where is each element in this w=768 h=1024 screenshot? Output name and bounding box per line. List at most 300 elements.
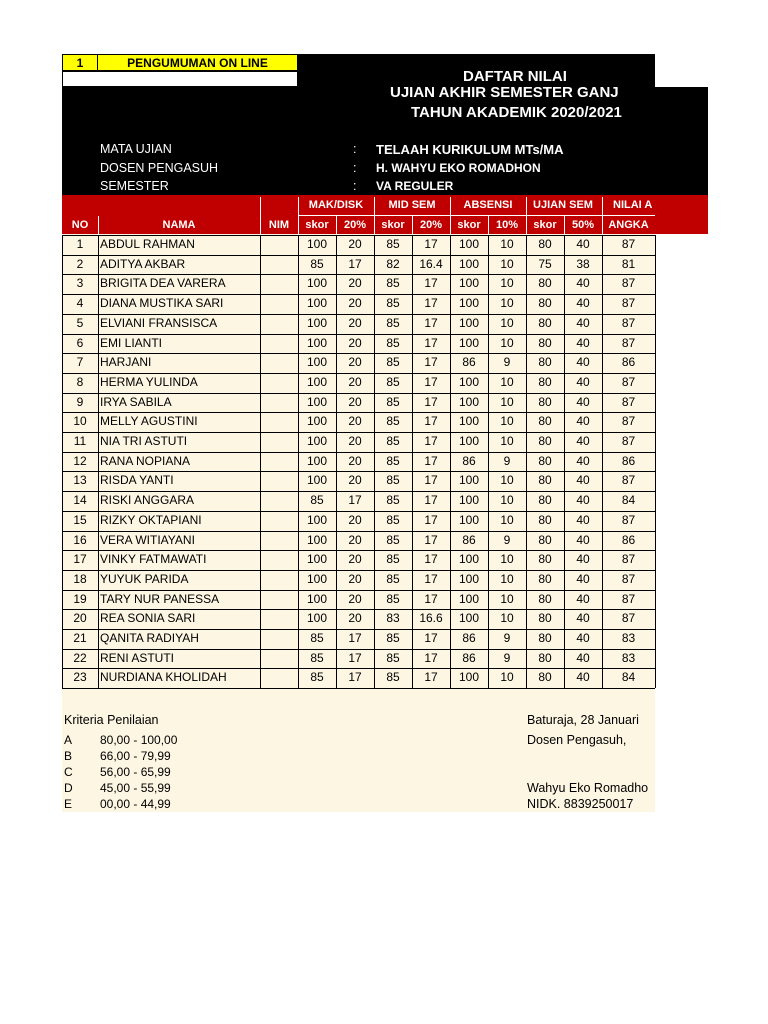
score-cell: 10 — [500, 296, 514, 311]
score-cell: 10 — [500, 394, 514, 409]
signature-place-date: Baturaja, 28 Januari — [527, 713, 639, 727]
score-cell: 80 — [538, 532, 552, 547]
grid-line — [298, 235, 299, 688]
score-cell: 20 — [348, 571, 362, 586]
score-cell: 10 — [500, 611, 514, 626]
criteria-range: 80,00 - 100,00 — [100, 733, 178, 747]
row-number: 22 — [73, 650, 87, 665]
header-divider — [488, 216, 489, 234]
score-cell: 17 — [424, 571, 438, 586]
score-cell: 87 — [621, 296, 636, 311]
score-cell: 17 — [424, 374, 438, 389]
score-cell: 100 — [306, 532, 328, 547]
info-sep-course: : — [353, 142, 357, 156]
score-cell: 85 — [386, 631, 400, 645]
student-name: MELLY AGUSTINI — [100, 414, 198, 429]
grid-line — [62, 412, 655, 413]
score-cell: 40 — [576, 591, 590, 606]
score-cell: 80 — [538, 237, 552, 251]
header-sub-8: ANGKA — [608, 219, 649, 231]
score-cell: 87 — [621, 571, 636, 586]
header-divider — [336, 216, 337, 234]
score-cell: 10 — [500, 512, 514, 527]
score-cell: 80 — [538, 374, 552, 389]
score-cell: 20 — [348, 237, 362, 251]
score-cell: 100 — [306, 296, 328, 311]
score-cell: 80 — [538, 335, 552, 350]
score-cell: 100 — [458, 315, 480, 330]
score-cell: 20 — [348, 552, 362, 567]
score-cell: 85 — [386, 512, 400, 527]
score-cell: 100 — [458, 670, 480, 685]
score-cell: 17 — [424, 296, 438, 311]
student-name: BRIGITA DEA VARERA — [100, 276, 226, 291]
score-cell: 85 — [386, 552, 400, 567]
student-name: HERMA YULINDA — [100, 374, 198, 389]
score-cell: 85 — [310, 256, 324, 271]
score-cell: 100 — [458, 552, 480, 567]
score-cell: 10 — [500, 571, 514, 586]
score-cell: 100 — [306, 473, 328, 488]
row-number: 23 — [73, 670, 87, 685]
score-cell: 80 — [538, 296, 552, 311]
score-cell: 17 — [348, 670, 362, 685]
grid-line — [62, 531, 655, 532]
score-cell: 87 — [621, 237, 636, 251]
header-sub-2: skor — [381, 219, 405, 231]
header-nama: NAMA — [162, 219, 196, 231]
score-cell: 100 — [458, 611, 480, 626]
grid-line — [98, 235, 99, 688]
student-name: RISDA YANTI — [100, 473, 174, 488]
criteria-grade: A — [64, 733, 73, 747]
score-cell: 100 — [458, 414, 480, 429]
score-cell: 100 — [458, 571, 480, 586]
score-cell: 85 — [386, 237, 400, 251]
score-cell: 87 — [621, 611, 636, 626]
grid-line — [450, 235, 451, 688]
score-cell: 80 — [538, 453, 552, 468]
criteria-range: 56,00 - 65,99 — [100, 765, 171, 779]
grid-line — [62, 235, 63, 688]
info-label-course: MATA UJIAN — [100, 142, 172, 156]
grid-line — [62, 452, 655, 453]
score-cell: 87 — [621, 552, 636, 567]
header-divider — [564, 216, 565, 234]
criteria-range: 66,00 - 79,99 — [100, 749, 171, 763]
student-name: TARY NUR PANESSA — [100, 591, 220, 606]
score-cell: 87 — [621, 512, 636, 527]
score-cell: 87 — [621, 335, 636, 350]
info-value-semester: VA REGULER — [376, 179, 454, 193]
student-name: NURDIANA KHOLIDAH — [100, 670, 227, 685]
score-cell: 17 — [424, 670, 438, 685]
score-cell: 10 — [500, 473, 514, 488]
score-cell: 17 — [424, 512, 438, 527]
score-cell: 20 — [348, 315, 362, 330]
grid-line — [336, 235, 337, 688]
student-name: RENI ASTUTI — [100, 650, 175, 665]
score-cell: 40 — [576, 276, 590, 291]
score-cell: 80 — [538, 434, 552, 448]
grid-line — [526, 235, 527, 688]
row-number: 3 — [76, 276, 84, 291]
student-name: RIZKY OKTAPIANI — [100, 512, 202, 527]
student-name: VERA WITIAYANI — [100, 532, 195, 547]
score-cell: 80 — [538, 394, 552, 409]
student-name: ELVIANI FRANSISCA — [100, 315, 218, 330]
score-cell: 10 — [500, 276, 514, 291]
title-line-3: TAHUN AKADEMIK 2020/2021 — [411, 104, 622, 121]
score-cell: 80 — [538, 552, 552, 567]
header-no: NO — [71, 219, 89, 231]
student-name: ADITYA AKBAR — [100, 256, 186, 271]
header-sub-3: 20% — [419, 219, 443, 231]
info-value-lecturer: H. WAHYU EKO ROMADHON — [376, 161, 541, 175]
score-cell: 86 — [462, 453, 476, 468]
score-cell: 85 — [386, 591, 400, 606]
criteria-title: Kriteria Penilaian — [64, 713, 159, 727]
row-number: 9 — [76, 394, 84, 409]
score-cell: 100 — [306, 237, 328, 251]
score-cell: 100 — [458, 473, 480, 488]
score-cell: 9 — [503, 453, 511, 468]
grid-line — [62, 570, 655, 571]
grid-line — [62, 373, 655, 374]
student-name: ABDUL RAHMAN — [100, 237, 195, 251]
student-name: YUYUK PARIDA — [100, 571, 189, 586]
score-cell: 20 — [348, 276, 362, 291]
score-cell: 80 — [538, 355, 552, 370]
row-number: 10 — [73, 414, 87, 429]
header-nim: NIM — [268, 219, 290, 231]
header-divider — [260, 197, 261, 234]
score-cell: 86 — [462, 355, 476, 370]
score-cell: 87 — [621, 374, 636, 389]
row-number: 18 — [73, 571, 87, 586]
score-cell: 20 — [348, 532, 362, 547]
score-cell: 85 — [386, 473, 400, 488]
score-cell: 100 — [306, 571, 328, 586]
score-cell: 20 — [348, 434, 362, 448]
score-cell: 80 — [538, 414, 552, 429]
grid-line — [62, 550, 655, 551]
score-cell: 17 — [424, 453, 438, 468]
grid-line — [62, 274, 655, 275]
score-cell: 20 — [348, 355, 362, 370]
score-cell: 9 — [503, 650, 511, 665]
score-cell: 17 — [424, 552, 438, 567]
score-cell: 87 — [621, 473, 636, 488]
score-cell: 9 — [503, 355, 511, 370]
score-cell: 85 — [386, 453, 400, 468]
score-cell: 85 — [386, 532, 400, 547]
score-cell: 87 — [621, 591, 636, 606]
tag-number: 1 — [62, 54, 98, 71]
row-number: 11 — [73, 434, 87, 448]
score-cell: 20 — [348, 453, 362, 468]
score-cell: 20 — [348, 414, 362, 429]
score-cell: 100 — [306, 315, 328, 330]
score-cell: 86 — [621, 453, 636, 468]
info-sep-lecturer: : — [353, 161, 357, 175]
score-cell: 10 — [500, 434, 514, 448]
score-cell: 17 — [348, 631, 362, 645]
header-sub-0: skor — [305, 219, 329, 231]
row-number: 21 — [73, 631, 87, 645]
score-cell: 40 — [576, 493, 590, 508]
grid-line — [62, 688, 655, 689]
score-cell: 80 — [538, 611, 552, 626]
student-name: IRYA SABILA — [100, 394, 172, 409]
score-cell: 10 — [500, 315, 514, 330]
grid-line — [62, 235, 655, 236]
score-cell: 17 — [424, 335, 438, 350]
grid-line — [62, 471, 655, 472]
score-cell: 100 — [306, 374, 328, 389]
score-cell: 40 — [576, 650, 590, 665]
row-number: 4 — [76, 296, 84, 311]
score-cell: 100 — [306, 394, 328, 409]
grid-line — [62, 668, 655, 669]
student-name: REA SONIA SARI — [100, 611, 196, 626]
score-cell: 85 — [386, 670, 400, 685]
student-name: VINKY FATMAWATI — [100, 552, 207, 567]
grid-line — [374, 235, 375, 688]
row-number: 2 — [76, 256, 84, 271]
score-cell: 100 — [306, 552, 328, 567]
score-cell: 100 — [306, 335, 328, 350]
criteria-grade: C — [64, 765, 73, 779]
row-number: 20 — [73, 611, 87, 626]
score-cell: 100 — [306, 434, 328, 448]
row-number: 5 — [76, 315, 84, 330]
row-number: 6 — [76, 335, 84, 350]
score-cell: 87 — [621, 394, 636, 409]
score-cell: 40 — [576, 335, 590, 350]
title-line-2: UJIAN AKHIR SEMESTER GANJ — [390, 84, 619, 101]
title-line-1: DAFTAR NILAI — [463, 68, 567, 85]
row-number: 1 — [76, 237, 84, 251]
student-name: NIA TRI ASTUTI — [100, 434, 188, 448]
score-cell: 40 — [576, 670, 590, 685]
score-cell: 17 — [424, 434, 438, 448]
score-cell: 85 — [310, 631, 324, 645]
score-cell: 100 — [458, 394, 480, 409]
grid-line — [62, 334, 655, 335]
score-cell: 38 — [576, 256, 590, 271]
score-cell: 10 — [500, 256, 514, 271]
score-cell: 87 — [621, 315, 636, 330]
score-cell: 17 — [424, 355, 438, 370]
score-cell: 80 — [538, 315, 552, 330]
score-cell: 84 — [621, 670, 636, 685]
score-cell: 85 — [310, 650, 324, 665]
score-cell: 85 — [386, 374, 400, 389]
score-cell: 10 — [500, 374, 514, 389]
score-cell: 17 — [424, 591, 438, 606]
score-cell: 10 — [500, 237, 514, 251]
score-cell: 40 — [576, 355, 590, 370]
score-cell: 83 — [386, 611, 400, 626]
score-cell: 9 — [503, 532, 511, 547]
score-cell: 85 — [386, 335, 400, 350]
score-cell: 17 — [424, 473, 438, 488]
score-cell: 100 — [458, 276, 480, 291]
score-cell: 81 — [621, 256, 636, 271]
score-cell: 85 — [386, 276, 400, 291]
criteria-grade: D — [64, 781, 73, 795]
criteria-grade: B — [64, 749, 73, 763]
grid-line — [62, 511, 655, 512]
score-cell: 85 — [386, 571, 400, 586]
score-cell: 20 — [348, 473, 362, 488]
score-cell: 100 — [458, 237, 480, 251]
score-cell: 100 — [458, 512, 480, 527]
score-cell: 10 — [500, 335, 514, 350]
row-number: 15 — [73, 512, 87, 527]
score-cell: 10 — [500, 670, 514, 685]
score-cell: 40 — [576, 374, 590, 389]
score-cell: 40 — [576, 315, 590, 330]
grid-line — [62, 629, 655, 630]
grid-line — [412, 235, 413, 688]
row-number: 13 — [73, 473, 87, 488]
score-cell: 17 — [348, 650, 362, 665]
score-cell: 86 — [462, 532, 476, 547]
grid-line — [602, 235, 603, 688]
score-cell: 20 — [348, 611, 362, 626]
student-name: RISKI ANGGARA — [100, 493, 195, 508]
row-number: 8 — [76, 374, 84, 389]
row-number: 7 — [76, 355, 84, 370]
score-cell: 83 — [621, 631, 636, 645]
score-cell: 17 — [424, 532, 438, 547]
header-group-midsem: MID SEM — [388, 199, 436, 211]
score-cell: 20 — [348, 335, 362, 350]
score-cell: 40 — [576, 434, 590, 448]
score-cell: 17 — [424, 414, 438, 429]
criteria-range: 45,00 - 55,99 — [100, 781, 171, 795]
score-cell: 75 — [538, 256, 552, 271]
score-cell: 80 — [538, 670, 552, 685]
score-cell: 80 — [538, 591, 552, 606]
score-cell: 40 — [576, 611, 590, 626]
score-cell: 80 — [538, 276, 552, 291]
header-group-makdisk: MAK/DISK — [308, 199, 364, 211]
score-cell: 17 — [424, 650, 438, 665]
score-cell: 84 — [621, 493, 636, 508]
score-cell: 20 — [348, 394, 362, 409]
score-cell: 80 — [538, 631, 552, 645]
score-cell: 40 — [576, 571, 590, 586]
score-cell: 40 — [576, 512, 590, 527]
score-cell: 100 — [458, 335, 480, 350]
score-cell: 17 — [424, 315, 438, 330]
score-cell: 20 — [348, 374, 362, 389]
grid-line — [655, 235, 656, 688]
row-number: 19 — [73, 591, 87, 606]
announcement-tag[interactable]: PENGUMUMAN ON LINE — [97, 54, 298, 71]
score-cell: 87 — [621, 276, 636, 291]
score-cell: 40 — [576, 631, 590, 645]
score-cell: 85 — [386, 650, 400, 665]
score-cell: 80 — [538, 512, 552, 527]
header-group-ujiansem: UJIAN SEM — [533, 199, 593, 211]
row-number: 12 — [73, 453, 87, 468]
score-cell: 10 — [500, 591, 514, 606]
score-cell: 100 — [458, 296, 480, 311]
score-cell: 40 — [576, 532, 590, 547]
score-cell: 40 — [576, 237, 590, 251]
criteria-range: 00,00 - 44,99 — [100, 797, 171, 811]
info-label-lecturer: DOSEN PENGASUH — [100, 161, 219, 175]
student-name: EMI LIANTI — [100, 335, 163, 350]
grid-line — [62, 432, 655, 433]
score-cell: 16.6 — [419, 611, 443, 626]
info-value-course: TELAAH KURIKULUM MTs/MA — [376, 142, 564, 157]
row-number: 14 — [73, 493, 87, 508]
score-cell: 100 — [458, 493, 480, 508]
header-sub-7: 50% — [571, 219, 595, 231]
score-cell: 20 — [348, 512, 362, 527]
header-sub-5: 10% — [495, 219, 519, 231]
score-cell: 100 — [458, 256, 480, 271]
score-cell: 100 — [458, 591, 480, 606]
signature-nidk: NIDK. 8839250017 — [527, 797, 634, 811]
score-cell: 85 — [386, 296, 400, 311]
header-divider — [98, 216, 99, 234]
grid-line — [62, 609, 655, 610]
grid-line — [62, 314, 655, 315]
student-name: HARJANI — [100, 355, 152, 370]
score-cell: 86 — [462, 631, 476, 645]
header-divider — [298, 215, 655, 216]
score-cell: 17 — [348, 493, 362, 508]
score-cell: 40 — [576, 296, 590, 311]
score-cell: 100 — [306, 591, 328, 606]
score-cell: 17 — [424, 631, 438, 645]
signature-name: Wahyu Eko Romadho — [527, 781, 649, 795]
grid-line — [62, 353, 655, 354]
score-cell: 100 — [306, 276, 328, 291]
score-cell: 87 — [621, 434, 636, 448]
score-cell: 100 — [306, 453, 328, 468]
score-cell: 80 — [538, 650, 552, 665]
score-cell: 40 — [576, 473, 590, 488]
score-cell: 10 — [500, 414, 514, 429]
score-cell: 82 — [386, 256, 400, 271]
row-number: 16 — [73, 532, 87, 547]
score-cell: 40 — [576, 414, 590, 429]
grid-line — [62, 255, 655, 256]
score-cell: 100 — [306, 512, 328, 527]
score-cell: 86 — [621, 355, 636, 370]
score-cell: 17 — [348, 256, 362, 271]
student-name: RANA NOPIANA — [100, 453, 191, 468]
grid-line — [62, 649, 655, 650]
blank-cell — [62, 71, 298, 87]
header-group-absensi: ABSENSI — [463, 199, 513, 211]
score-cell: 40 — [576, 453, 590, 468]
score-cell: 20 — [348, 591, 362, 606]
grid-line — [260, 235, 261, 688]
info-label-semester: SEMESTER — [100, 179, 169, 193]
header-sub-1: 20% — [343, 219, 367, 231]
score-cell: 16.4 — [419, 256, 443, 271]
header-divider — [412, 216, 413, 234]
criteria-grade: E — [64, 797, 73, 811]
